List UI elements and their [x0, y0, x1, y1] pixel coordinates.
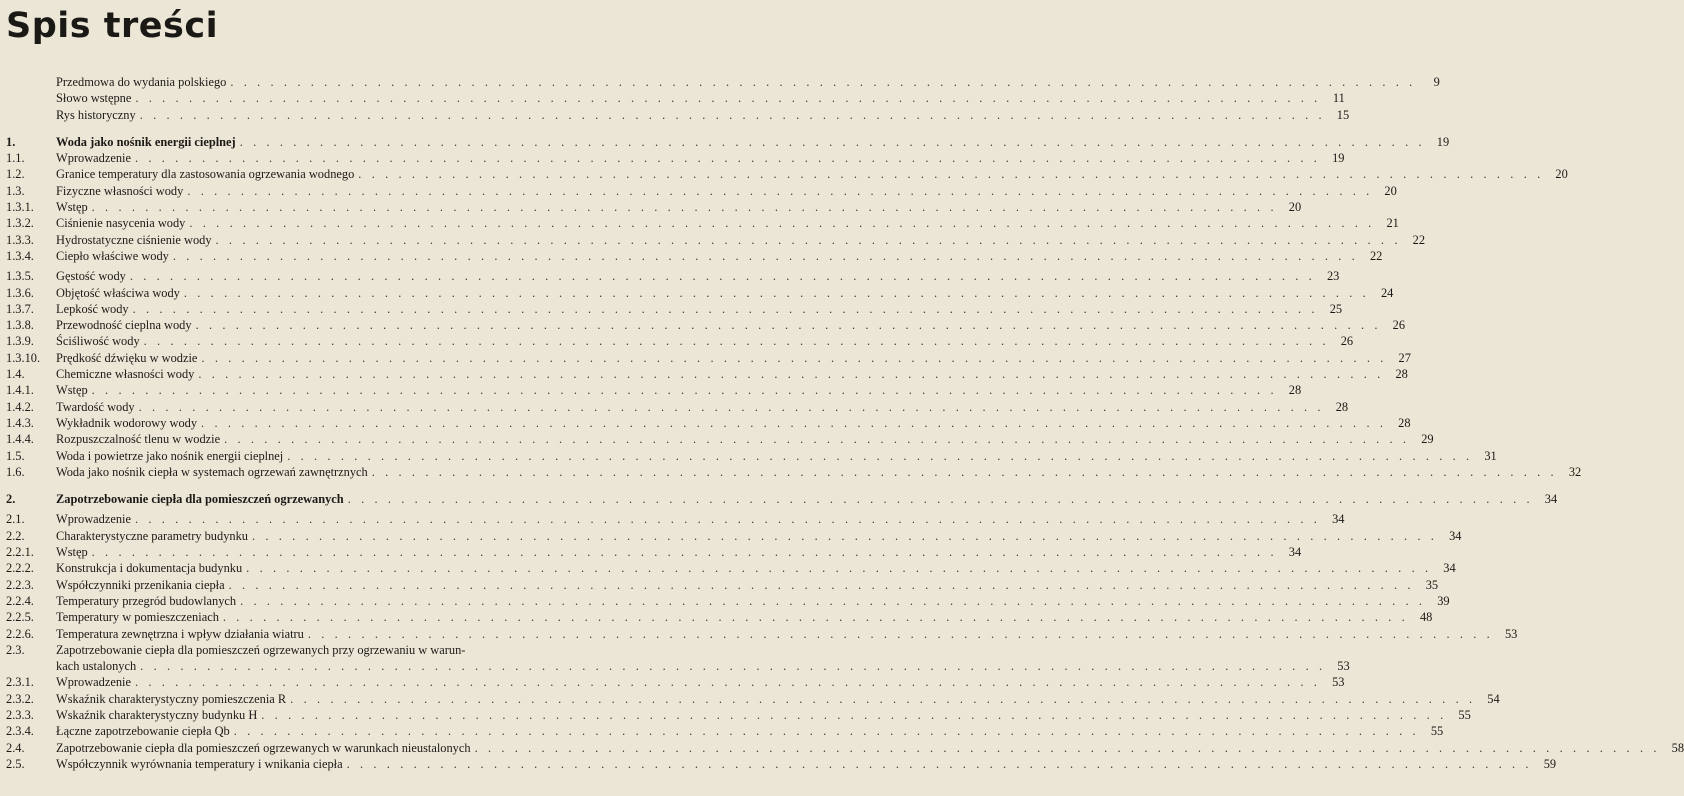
toc-leader-dots: [131, 674, 1320, 690]
toc-row[interactable]: [6, 642, 612, 658]
toc-entry-title: Konstrukcja i dokumentacja budynku: [56, 561, 243, 576]
toc-section-number: 1.3.7.: [6, 301, 34, 316]
toc-leader-dots: [88, 544, 1277, 560]
toc-section-number: 2.5.: [6, 756, 25, 771]
toc-entry-title: kach ustalonych: [56, 659, 137, 674]
toc-section-number: 1.3.2.: [6, 216, 34, 231]
toc-leader-dots: [236, 593, 1425, 609]
toc-leader-dots: [135, 399, 1324, 415]
toc-row[interactable]: [6, 301, 1343, 317]
toc-page-number: 20: [1288, 200, 1302, 215]
toc-section-number: 1.4.4.: [6, 432, 34, 447]
toc-row[interactable]: [6, 560, 1456, 576]
toc-page-number: 32: [1568, 464, 1582, 479]
toc-row[interactable]: [6, 707, 1471, 723]
toc-entry-title: Charakterystyczne parametry budynku: [56, 528, 248, 543]
toc-entry-title: Przedmowa do wydania polskiego: [56, 75, 227, 89]
toc-row[interactable]: [6, 199, 1302, 215]
toc-page-number: 19: [1436, 134, 1450, 149]
toc-section-number: 1.5.: [6, 448, 25, 463]
toc-page-number: 26: [1340, 334, 1354, 349]
toc-leader-dots: [88, 382, 1277, 398]
toc-section-number: 1.3.3.: [6, 232, 34, 247]
toc-entry-title: Granice temperatury dla zastosowania ogrzewania wodnego: [56, 167, 355, 182]
toc-row[interactable]: [6, 626, 1518, 642]
toc-entry-title: Temperatura zewnętrzna i wpływ działania wiatru: [56, 626, 304, 641]
toc-page-number: 20: [1555, 167, 1568, 182]
toc-page-number: 53: [1504, 626, 1518, 641]
toc-leader-dots: [183, 183, 1372, 199]
toc-page-number: 19: [1332, 151, 1345, 166]
toc-leader-dots: [136, 658, 1325, 674]
toc-leader-dots: [88, 199, 1277, 215]
toc-section-number: 1.3.: [6, 183, 25, 198]
toc-entry-title: Wykładnik wodorowy wody: [56, 415, 198, 430]
toc-entry-title: Ściśliwość wody: [56, 334, 140, 349]
toc-entry-title: Objętość właściwa wody: [56, 285, 180, 300]
toc-page-number: 31: [1484, 448, 1497, 463]
toc-entry-title: Ciepło właściwe wody: [56, 248, 169, 263]
toc-page-number: 25: [1329, 301, 1343, 316]
toc-entry-title: Słowo wstępne: [56, 91, 132, 106]
toc-entry-title: Temperatury przegród budowlanych: [56, 593, 237, 608]
toc-row[interactable]: [6, 674, 1345, 690]
toc-leader-dots: [136, 107, 1325, 123]
toc-page-number: 11: [1332, 91, 1345, 106]
toc-leader-dots: [131, 511, 1320, 527]
toc-leader-dots: [283, 448, 1472, 464]
toc-section-number: 1.3.8.: [6, 318, 34, 333]
toc-entry-title: Twardość wody: [56, 399, 135, 414]
toc-leader-dots: [236, 134, 1425, 150]
toc-leader-dots: [131, 150, 1320, 166]
toc-section-number: 1.: [6, 134, 16, 149]
toc-row[interactable]: [6, 740, 1684, 756]
toc-entry-title: Wstęp: [56, 383, 88, 398]
toc-row[interactable]: [6, 333, 1354, 349]
toc-row[interactable]: [6, 544, 1302, 560]
toc-row[interactable]: [6, 609, 1433, 625]
toc-row[interactable]: [6, 74, 1440, 90]
toc-entry-title: Lepkość wody: [56, 301, 129, 316]
toc-page-number: 54: [1487, 691, 1500, 706]
toc-entry-title: Zapotrzebowanie ciepła dla pomieszczeń ogrzewanych: [56, 492, 344, 507]
toc-row[interactable]: [6, 399, 1349, 415]
toc-row[interactable]: [6, 448, 1497, 464]
toc-chapter-row[interactable]: [6, 134, 1450, 150]
toc-page-number: 39: [1437, 593, 1450, 608]
toc-row[interactable]: [6, 285, 1394, 301]
toc-page-number: 55: [1430, 724, 1444, 739]
toc-entry-title: Woda jako nośnik energii cieplnej: [56, 134, 236, 149]
toc-page-number: 53: [1337, 659, 1350, 674]
toc-entry-title: Zapotrzebowanie ciepła dla pomieszczeń ogrzewanych przy ogrzewaniu w warun-: [56, 642, 466, 657]
toc-entry-title: Przewodność cieplna wody: [56, 318, 192, 333]
toc-leader-dots: [471, 740, 1660, 756]
toc-page-number: 28: [1398, 415, 1411, 430]
toc-leader-dots: [368, 464, 1557, 480]
toc-entry-title: Wprowadzenie: [56, 151, 131, 166]
toc-entry-title: Łączne zapotrzebowanie ciepła Qb: [56, 724, 230, 739]
toc-page-number: 48: [1419, 610, 1433, 625]
toc-page-number: 20: [1384, 183, 1397, 198]
toc-row[interactable]: [6, 658, 1350, 674]
toc-leader-dots: [197, 350, 1386, 366]
toc-section-number: 1.4.3.: [6, 415, 34, 430]
toc-page-number: 29: [1421, 432, 1434, 447]
toc-chapter-row[interactable]: [6, 491, 1558, 507]
toc-section-number: 2.2.4.: [6, 593, 34, 608]
toc-section-number: 2.2.: [6, 528, 25, 543]
toc-leader-dots: [219, 609, 1408, 625]
toc-leader-dots: [257, 707, 1446, 723]
toc-page-number: 59: [1543, 756, 1557, 771]
toc-entry-title: Wprowadzenie: [56, 675, 131, 690]
toc-page-number: 34: [1449, 528, 1462, 543]
toc-leader-dots: [131, 90, 1320, 106]
toc-leader-dots: [354, 166, 1543, 182]
toc-leader-dots: [344, 491, 1533, 507]
toc-section-number: 2.3.4.: [6, 724, 34, 739]
toc-section-number: 2.2.3.: [6, 577, 34, 592]
toc-page-number: 28: [1335, 399, 1349, 414]
toc-leader-dots: [140, 333, 1329, 349]
table-of-contents: [6, 74, 1684, 772]
toc-row[interactable]: [6, 268, 1340, 284]
toc-page-number: 53: [1332, 675, 1345, 690]
toc-row[interactable]: [6, 593, 1450, 609]
toc-leader-dots: [220, 431, 1409, 447]
toc-section-number: 2.: [6, 492, 16, 507]
toc-leader-dots: [180, 285, 1369, 301]
toc-leader-dots: [192, 317, 1381, 333]
toc-section-number: 2.2.6.: [6, 626, 34, 641]
toc-row[interactable]: [6, 723, 1444, 739]
toc-page-number: 34: [1332, 512, 1345, 527]
toc-section-number: 1.6.: [6, 464, 25, 479]
toc-entry-title: Prędkość dźwięku w wodzie: [56, 350, 198, 365]
toc-page-number: 9: [1433, 75, 1440, 89]
toc-entry-title: Woda jako nośnik ciepła w systemach ogrzewań zawnętrznych: [56, 464, 368, 479]
toc-section-number: 1.3.5.: [6, 269, 34, 284]
toc-page-number: 28: [1288, 383, 1302, 398]
toc-section-number: 2.3.1.: [6, 675, 34, 690]
toc-section-number: 2.3.2.: [6, 691, 34, 706]
toc-section-number: 1.3.10.: [6, 350, 41, 365]
toc-row[interactable]: [6, 232, 1426, 248]
toc-row[interactable]: [6, 248, 1383, 264]
toc-entry-title: Wstęp: [56, 545, 88, 560]
toc-section-number: 1.3.9.: [6, 334, 34, 349]
toc-row[interactable]: [6, 150, 1345, 166]
toc-row[interactable]: [6, 577, 1439, 593]
toc-section-number: 2.1.: [6, 512, 25, 527]
toc-row[interactable]: [6, 107, 1350, 123]
toc-leader-dots: [197, 415, 1386, 431]
toc-leader-dots: [226, 74, 1415, 90]
toc-row[interactable]: [6, 90, 1345, 106]
toc-entry-title: Wstęp: [56, 200, 88, 215]
toc-leader-dots: [126, 268, 1315, 284]
toc-section-number: 2.3.: [6, 642, 25, 657]
toc-leader-dots: [185, 215, 1374, 231]
toc-page-number: 23: [1326, 269, 1340, 284]
toc-page-number: 21: [1386, 216, 1399, 231]
toc-row[interactable]: [6, 511, 1345, 527]
toc-section-number: 2.2.5.: [6, 610, 34, 625]
toc-section-number: 1.3.4.: [6, 248, 34, 263]
toc-entry-title: Współczynnik wyrównania temperatury i wnikania ciepła: [56, 756, 343, 771]
toc-section-number: 1.3.1.: [6, 200, 34, 215]
toc-leader-dots: [242, 560, 1431, 576]
toc-entry-title: Hydrostatyczne ciśnienie wody: [56, 232, 212, 247]
toc-entry-title: Wskaźnik charakterystyczny pomieszczenia R: [56, 691, 287, 706]
toc-entry-title: Wskaźnik charakterystyczny budynku H: [56, 707, 258, 722]
toc-page-number: 22: [1412, 232, 1426, 247]
toc-page-number: 55: [1458, 707, 1471, 722]
toc-row[interactable]: [6, 382, 1302, 398]
toc-row[interactable]: [6, 317, 1406, 333]
toc-section-number: 2.4.: [6, 740, 25, 755]
toc-leader-dots: [230, 723, 1419, 739]
toc-entry-title: Fizyczne własności wody: [56, 183, 184, 198]
toc-leader-dots: [343, 756, 1532, 772]
toc-entry-title: Wprowadzenie: [56, 512, 131, 527]
toc-entry-title: Temperatury w pomieszczeniach: [56, 610, 219, 625]
toc-section-number: 1.4.: [6, 367, 25, 382]
toc-row[interactable]: [6, 366, 1408, 382]
toc-row[interactable]: [6, 431, 1434, 447]
toc-section-number: 2.2.2.: [6, 561, 34, 576]
toc-section-number: 2.2.1.: [6, 545, 34, 560]
toc-entry-title: Rys historyczny: [56, 107, 136, 122]
toc-leader-dots: [169, 248, 1358, 264]
toc-row[interactable]: [6, 528, 1462, 544]
toc-leader-dots: [304, 626, 1493, 642]
toc-page-number: 24: [1380, 285, 1394, 300]
toc-page-number: 34: [1544, 492, 1558, 507]
page-title: Spis treści: [6, 6, 219, 46]
toc-entry-title: Rozpuszczalność tlenu w wodzie: [56, 432, 221, 447]
toc-entry-title: Chemiczne własności wody: [56, 367, 195, 382]
toc-leader-dots: [225, 577, 1414, 593]
toc-section-number: 1.4.1.: [6, 383, 34, 398]
toc-section-number: 2.3.3.: [6, 707, 34, 722]
toc-section-number: 1.4.2.: [6, 399, 34, 414]
toc-page-number: 34: [1443, 561, 1456, 576]
toc-row[interactable]: [6, 691, 1500, 707]
toc-row[interactable]: [6, 183, 1397, 199]
toc-leader-dots: [194, 366, 1383, 382]
toc-entry-title: Ciśnienie nasycenia wody: [56, 216, 186, 231]
toc-page-number: 27: [1398, 350, 1411, 365]
toc-row[interactable]: [6, 415, 1411, 431]
toc-row[interactable]: [6, 464, 1582, 480]
toc-row[interactable]: [6, 166, 1568, 182]
toc-leader-dots: [286, 691, 1475, 707]
toc-entry-title: Woda i powietrze jako nośnik energii cieplnej: [56, 448, 284, 463]
toc-page-number: 22: [1369, 248, 1383, 263]
toc-section-number: 1.2.: [6, 167, 25, 182]
toc-section-number: 1.1.: [6, 151, 25, 166]
toc-page-number: 34: [1288, 545, 1302, 560]
toc-row[interactable]: [6, 215, 1399, 231]
toc-row[interactable]: [6, 350, 1411, 366]
toc-leader-dots: [129, 301, 1318, 317]
toc-page-number: 28: [1395, 367, 1408, 382]
toc-entry-title: Gęstość wody: [56, 269, 126, 284]
toc-row[interactable]: [6, 756, 1557, 772]
toc-entry-title: Współczynniki przenikania ciepła: [56, 577, 225, 592]
toc-page-number: 35: [1425, 577, 1439, 592]
toc-page-number: 58: [1671, 740, 1684, 755]
toc-leader-dots: [248, 528, 1437, 544]
toc-section-number: 1.3.6.: [6, 285, 34, 300]
toc-entry-title: Zapotrzebowanie ciepła dla pomieszczeń ogrzewanych w warunkach nieustalonych: [56, 740, 471, 755]
toc-page-number: 26: [1392, 318, 1406, 333]
toc-page-number: 15: [1336, 107, 1350, 122]
toc-leader-dots: [212, 232, 1401, 248]
